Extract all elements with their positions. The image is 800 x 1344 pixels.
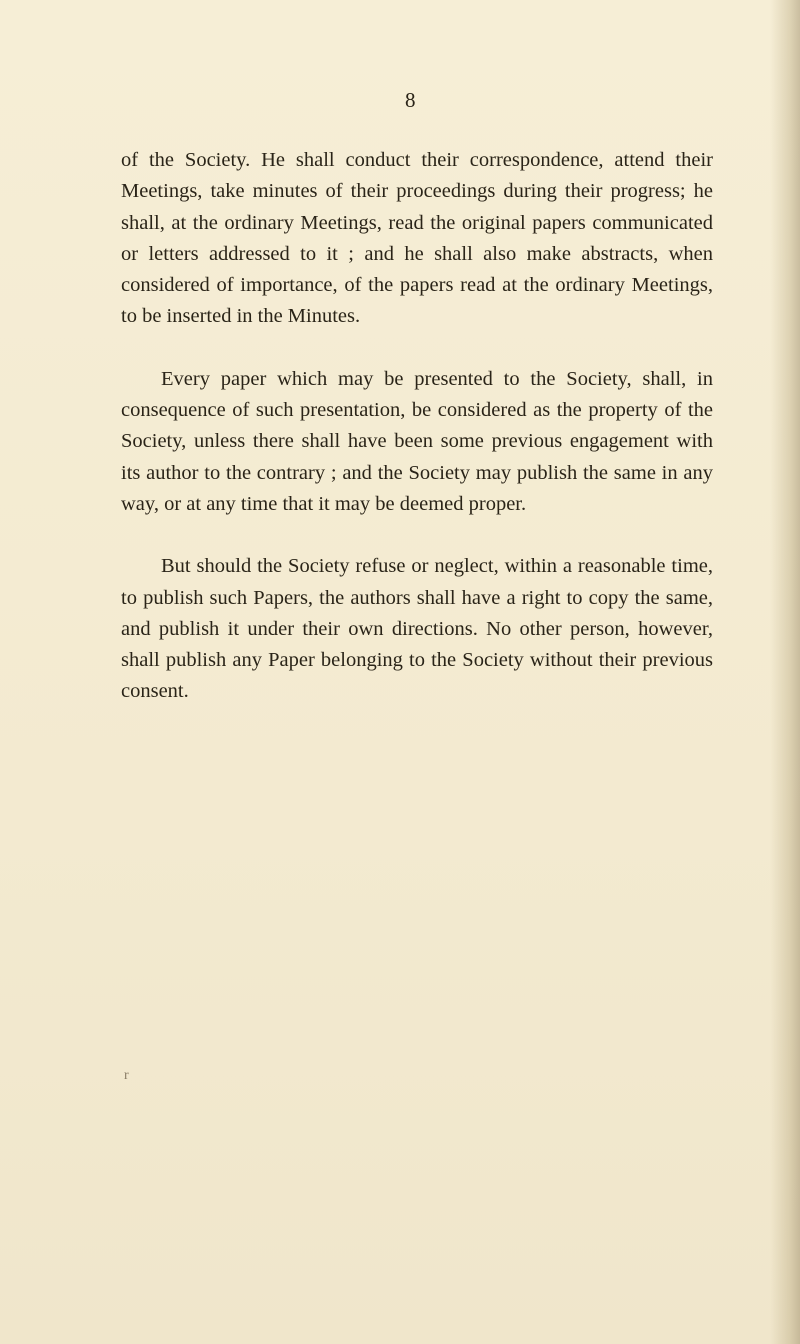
stray-mark: r [124,1068,129,1083]
paragraph-correspondence: of the Society. He shall conduct their correspondence, attend their Meetings, take minutes of their proceedings during their progress; he shall, at the ordinary Meetings, read the original papers communicated or letters addressed to it ; and he shall also make abstracts, when considered of importance, of the papers read at the ordinary Meetings, to be inserted in the Minutes. [121,149,713,328]
paragraph-publishing-rights: But should the Society refuse or neglect, within a reasonable time, to publish such Papers, the authors shall have a right to copy the same, and publish it under their own directions. No other person, however, shall publish any Paper belonging to the Society without their previous consent. [121,555,713,703]
page-number: 8 [405,88,416,112]
paragraph-paper-property: Every paper which may be presented to the Society, shall, in consequence of such presentation, be considered as the property of the Society, unless there shall have been some previous engagement with its author to the contrary ; and the Society may publish the same in any way, or at any time that it may be deemed proper. [121,367,713,515]
body-text [121,145,713,708]
